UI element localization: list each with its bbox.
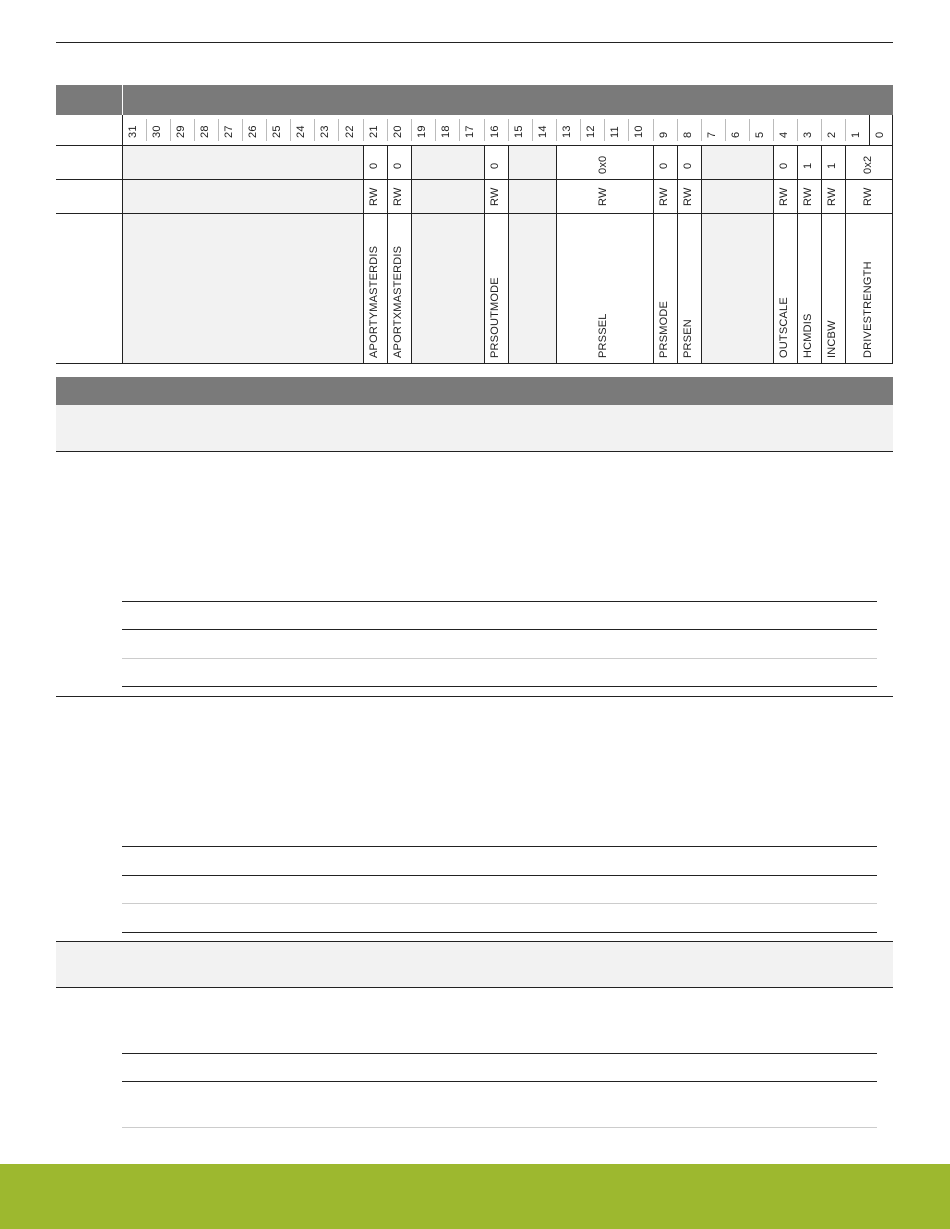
field-description-table <box>0 370 950 1160</box>
column-rule <box>387 145 388 364</box>
bit-number: 16 <box>489 125 501 138</box>
bit-number: 28 <box>199 125 211 138</box>
column-rule <box>653 145 654 364</box>
access-prsoutmode: RW <box>489 187 501 206</box>
bit-tick <box>677 119 678 141</box>
bit-number: 20 <box>392 125 404 138</box>
reset-value-aportymasterdis: 0 <box>368 162 380 169</box>
bit-tick <box>411 119 412 141</box>
register-header-bar <box>123 85 893 115</box>
field-name-drivestrength: DRIVESTRENGTH <box>862 261 874 358</box>
bit-number: 10 <box>633 125 645 138</box>
bit-tick <box>314 119 315 141</box>
bit-number: 11 <box>609 126 621 138</box>
bit-tick <box>532 119 533 141</box>
bit-tick <box>628 119 629 141</box>
bit-number: 19 <box>416 125 428 138</box>
field-name-prsmode: PRSMODE <box>658 300 670 358</box>
bit-number: 3 <box>802 131 814 138</box>
bit-tick <box>218 119 219 141</box>
bit-number: 31 <box>127 125 139 138</box>
bit-tick <box>845 119 846 141</box>
bit-tick <box>170 119 171 141</box>
field-name-aportymasterdis: APORTYMASTERDIS <box>368 245 380 358</box>
access-hcmdis: RW <box>802 187 814 206</box>
enum-table-rule <box>122 846 877 847</box>
bit-tick <box>508 119 509 141</box>
column-rule <box>797 145 798 364</box>
row-rule-bits <box>56 145 893 146</box>
reset-value-drivestrength: 0x2 <box>862 155 874 174</box>
row-rule-access <box>56 213 893 214</box>
access-outscale: RW <box>778 187 790 206</box>
column-rule <box>556 145 557 364</box>
bit-tick <box>725 119 726 141</box>
field-name-outscale: OUTSCALE <box>778 297 790 358</box>
bit-tick <box>435 119 436 141</box>
bit-tick <box>387 119 388 141</box>
enum-table-rule <box>122 903 877 904</box>
reset-value-prsmode: 0 <box>658 162 670 169</box>
column-rule <box>677 145 678 364</box>
bit-number: 9 <box>658 131 670 138</box>
bit-number: 18 <box>440 125 452 138</box>
column-rule-right <box>892 115 893 364</box>
bit-number: 2 <box>826 131 838 138</box>
bit-tick <box>146 119 147 141</box>
access-prssel: RW <box>597 187 609 206</box>
column-rule <box>411 145 412 364</box>
column-rule <box>363 145 364 364</box>
bit-number: 25 <box>271 125 283 138</box>
bit-tick <box>556 119 557 141</box>
row-rule-bottom <box>56 363 893 364</box>
column-rule <box>773 145 774 364</box>
access-aportxmasterdis: RW <box>392 187 404 206</box>
bit-tick <box>653 119 654 141</box>
bit-tick <box>338 119 339 141</box>
field-name-prsoutmode: PRSOUTMODE <box>489 277 501 358</box>
bit-number: 0 <box>874 131 886 138</box>
enum-table-rule <box>122 658 877 659</box>
access-aportymasterdis: RW <box>368 187 380 206</box>
access-drivestrength: RW <box>862 187 874 206</box>
bit-number: 13 <box>561 125 573 138</box>
reset-value-incbw: 1 <box>826 162 838 169</box>
description-row-reserved <box>56 941 893 987</box>
enum-table-rule <box>122 629 877 630</box>
field-name-prssel: PRSSEL <box>597 313 609 358</box>
description-row-rule <box>56 696 893 697</box>
bit-number: 26 <box>247 125 259 138</box>
bit-number: 21 <box>368 125 380 138</box>
bit-number: 23 <box>319 125 331 138</box>
column-rule <box>821 145 822 364</box>
field-name-prsen: PRSEN <box>682 319 694 358</box>
description-row-rule <box>56 451 893 452</box>
bit-tick <box>484 119 485 141</box>
bit-number: 1 <box>850 131 862 138</box>
register-diagram <box>0 0 950 370</box>
field-name-incbw: INCBW <box>826 320 838 358</box>
reset-value-prsoutmode: 0 <box>489 162 501 169</box>
reset-value-hcmdis: 1 <box>802 162 814 169</box>
bit-tick <box>266 119 267 141</box>
bit-divider-1-0 <box>869 115 870 145</box>
register-header-offset-cell <box>56 85 122 115</box>
bit-number: 4 <box>778 131 790 138</box>
bit-tick <box>701 119 702 141</box>
enum-table-rule <box>122 601 877 602</box>
enum-table-rule <box>122 1081 877 1082</box>
description-row-rule <box>56 941 893 942</box>
description-table-header <box>56 377 893 405</box>
enum-table-rule <box>122 932 877 933</box>
column-rule-left <box>122 115 123 364</box>
bit-tick <box>580 119 581 141</box>
bit-number: 6 <box>730 131 742 138</box>
reset-value-outscale: 0 <box>778 162 790 169</box>
description-row-reserved <box>56 405 893 451</box>
access-prsmode: RW <box>658 187 670 206</box>
row-rule-reset <box>56 179 893 180</box>
enum-table-rule <box>122 875 877 876</box>
reset-value-aportxmasterdis: 0 <box>392 162 404 169</box>
bit-tick <box>290 119 291 141</box>
field-name-hcmdis: HCMDIS <box>802 313 814 358</box>
bit-number: 27 <box>223 125 235 138</box>
bit-number: 14 <box>537 125 549 138</box>
bit-number: 17 <box>464 125 476 138</box>
bit-tick <box>242 119 243 141</box>
enum-table-rule <box>122 1127 877 1128</box>
bit-number: 29 <box>175 125 187 138</box>
bit-number: 22 <box>344 125 356 138</box>
bit-number: 30 <box>151 125 163 138</box>
bit-tick <box>363 119 364 141</box>
column-rule <box>484 145 485 364</box>
bit-tick <box>821 119 822 141</box>
description-row-rule <box>56 987 893 988</box>
bit-tick <box>797 119 798 141</box>
bit-tick <box>459 119 460 141</box>
bit-number: 24 <box>295 125 307 138</box>
bit-tick <box>604 119 605 141</box>
bit-tick <box>773 119 774 141</box>
access-incbw: RW <box>826 187 838 206</box>
bit-number: 5 <box>754 131 766 138</box>
bit-tick <box>194 119 195 141</box>
bit-tick <box>749 119 750 141</box>
reset-value-prsen: 0 <box>682 162 694 169</box>
field-name-aportxmasterdis: APORTXMASTERDIS <box>392 245 404 358</box>
bit-number: 15 <box>513 125 525 138</box>
enum-table-rule <box>122 686 877 687</box>
bit-number: 12 <box>585 125 597 138</box>
column-rule <box>508 145 509 364</box>
column-rule <box>845 145 846 364</box>
bit-number: 8 <box>682 131 694 138</box>
enum-table-rule <box>122 1053 877 1054</box>
reset-value-prssel: 0x0 <box>597 155 609 174</box>
column-rule <box>701 145 702 364</box>
page-footer-band <box>0 1164 950 1229</box>
bit-number: 7 <box>706 131 718 138</box>
access-prsen: RW <box>682 187 694 206</box>
